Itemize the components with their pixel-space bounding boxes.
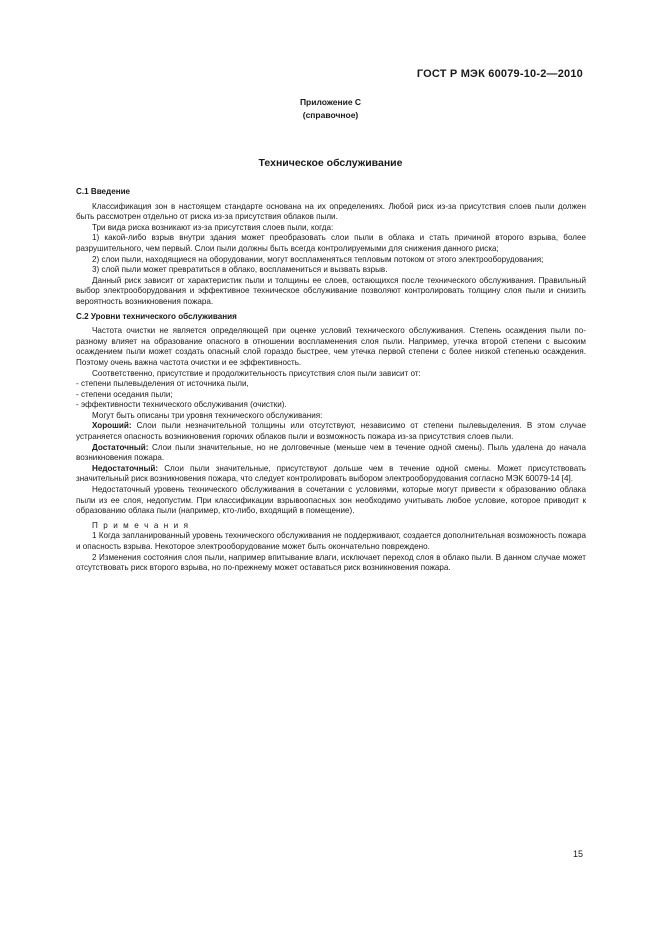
section-heading-c2: С.2 Уровни технического обслуживания	[76, 311, 237, 321]
annex-type: (справочное)	[302, 110, 359, 120]
level-poor	[76, 464, 586, 485]
paragraph: Три вида риска возникают из-за присутствия слоев пыли, когда:	[92, 222, 334, 232]
page-number: 15	[572, 849, 583, 859]
paragraph: Классификация зон в настоящем стандарте основана на их определениях. Любой риск из-за присутствия слоев пыли должен быть рассмотрен отдельно от риска из-за присутствия облаков пыли.	[76, 201, 586, 222]
paragraph: Данный риск зависит от характеристик пыли и толщины ее слоев, остающихся после технического обслуживания. Правильный выбор электрооборудования и эффективное техническое обслуживание позволяют контролировать толщину слоя пыли и снизить вероятность возникновения пожара.	[76, 275, 586, 306]
bullet-item: - степени пылевыделения от источника пыли,	[76, 379, 249, 389]
document-body	[76, 187, 586, 574]
list-item: 2) слои пыли, находящиеся на оборудовании, могут воспламеняться тепловым потоком от этого электрооборудования;	[92, 254, 544, 264]
bullet-item: - степени оседания пыли;	[76, 389, 173, 399]
level-adequate-label: Достаточный:	[92, 442, 149, 452]
paragraph: Соответственно, присутствие и продолжительность присутствия слоя пыли зависит от:	[92, 368, 421, 378]
list-item: 3) слой пыли может превратиться в облако, воспламениться и вызвать взрыв.	[92, 265, 388, 275]
section-heading-c1: С.1 Введение	[76, 187, 131, 196]
paragraph: Могут быть описаны три уровня технического обслуживания:	[92, 410, 323, 420]
paragraph: Недостаточный уровень технического обслуживания в сочетании с условиями, которые могут привести к образованию облака пыли из ее слоя, недопустим. При классификации взрывоопасных зон необходимо учитывать любое условие, которое приводит к образованию облака пыли (например, кто-либо, входящий в помещение).	[76, 485, 586, 516]
level-adequate-text: Слои пыли значительные, но не долговечные (меньше чем в течение одной смены). Пыль удалена до начала возникновения пожара.	[76, 442, 586, 463]
bullet-item: - эффективности технического обслуживания (очистки).	[76, 400, 287, 410]
level-poor-text: Слои пыли значительные, присутствуют дольше чем в течение одной смены. Может присутствовать значительный риск возникновения пожара, что следует контролировать выбором электрооборудования согласно МЭК 60079-14 [4].	[76, 463, 586, 484]
note-item: 2 Изменения состояния слоя пыли, например впитывание влаги, исключает переход слоя в облако пыли. В данном случае может отсутствовать риск второго взрыва, но по-прежнему может оставаться риск возникновения пожара.	[76, 552, 586, 573]
note-item: 1 Когда запланированный уровень технического обслуживания не поддерживают, создается дополнительная возможность пожара и опасность взрыва. Некоторое электрооборудование может быть окончательно повреждено.	[76, 531, 586, 551]
paragraph: Частота очистки не является определяющей при оценке условий технического обслуживания. Степень осаждения пыли по-разному влияет на образование опасного в отношении воспламенения слоя пыли. Например, утечка второй степени с высоким осаждением пыли может создать опасный слой гораздо быстрее, чем утечка первой степени с более низкой степенью осаждения. Поэтому очень важна частота очистки и ее эффективность.	[76, 326, 586, 367]
level-good	[76, 421, 586, 442]
annex-heading	[0, 96, 661, 122]
level-adequate	[76, 443, 586, 464]
level-poor-label: Недостаточный:	[92, 463, 159, 473]
list-item: 1) какой-либо взрыв внутри здания может преобразовать слои пыли в облака и стать причиной второго взрыва, более разрушительного, чем первый. Слои пыли должны быть всегда контролируемыми для снижения данного риска;	[76, 233, 586, 253]
notes-title: П р и м е ч а н и я	[92, 520, 190, 530]
level-good-label: Хороший:	[92, 421, 132, 431]
page-title: Техническое обслуживание	[258, 157, 403, 169]
annex-label: Приложение С	[299, 97, 362, 107]
standard-designation: ГОСТ Р МЭК 60079-10-2—2010	[416, 68, 583, 80]
level-good-text: Слои пыли незначительной толщины или отсутствуют, независимо от степени пылевыделения. В этом случае устраняется опасность возникновения горючих облаков пыли и возможность пожара из-за присутствия слоев пыли.	[76, 421, 586, 442]
